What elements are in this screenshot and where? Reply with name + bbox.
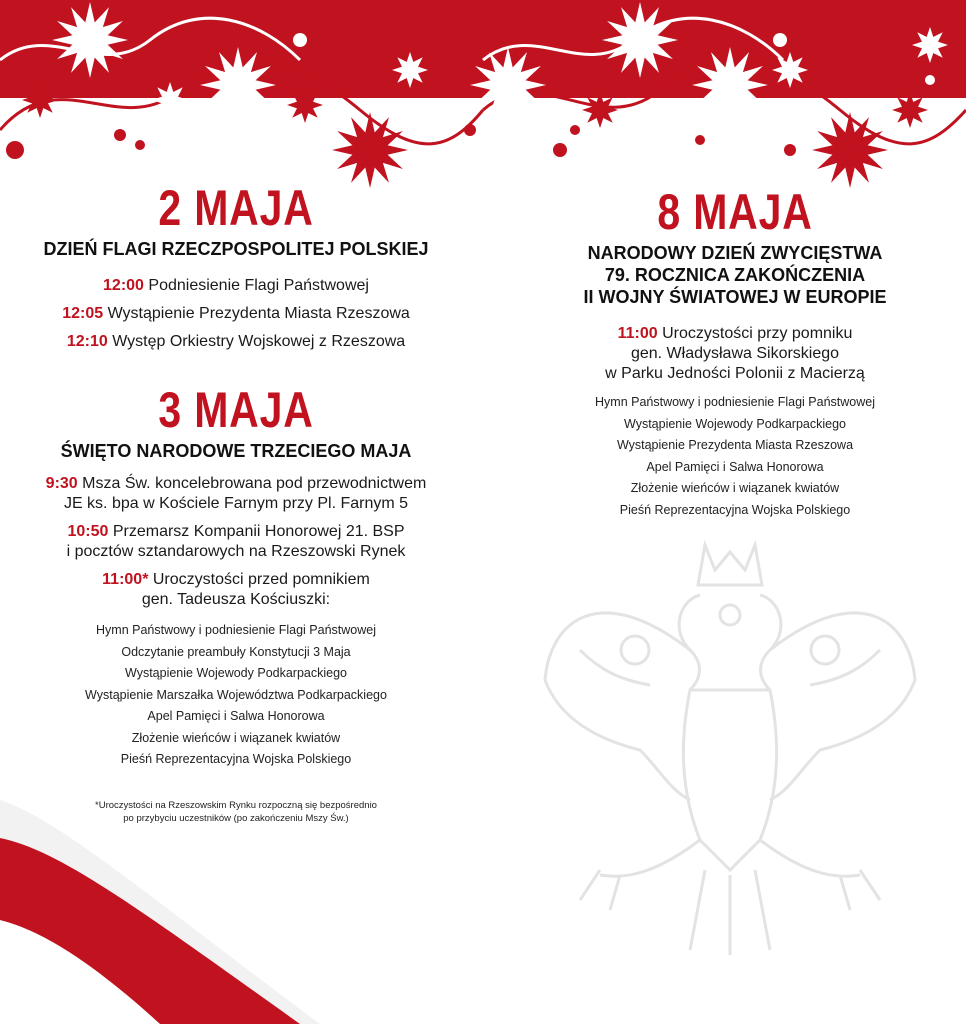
program-item: Apel Pamięci i Salwa Honorowa <box>147 709 325 723</box>
program-item: Pieśń Reprezentacyjna Wojska Polskiego <box>619 502 851 517</box>
white-eagle-emblem-icon <box>540 540 920 960</box>
event-text: Występ Orkiestry Wojskowej z Rzeszowa <box>112 333 406 350</box>
event-text-line2: JE ks. bpa w Kościele Farnym przy Pl. Farnym 5 <box>63 495 409 512</box>
event-text: Wystąpienie Prezydenta Miasta Rzeszowa <box>107 305 410 322</box>
event-text: Podniesienie Flagi Państwowej <box>148 277 369 294</box>
may-8-subtitle-line1: NARODOWY DZIEŃ ZWYCIĘSTWA <box>587 243 883 263</box>
footnote-line1: *Uroczystości na Rzeszowskim Rynku rozpoczną się bezpośrednio <box>95 799 377 811</box>
may-2-section <box>18 180 454 352</box>
may-8-subtitle-line2: 79. ROCZNICA ZAKOŃCZENIA <box>604 265 866 285</box>
event-time: 11:00 <box>617 325 658 342</box>
may-3-event <box>18 570 454 610</box>
program-item: Hymn Państwowy i podniesienie Flagi Państwowej <box>595 395 875 409</box>
may-3-event <box>18 474 454 514</box>
event-text-line1: Uroczystości przy pomniku <box>662 325 853 342</box>
footnote-line2: po przybyciu uczestników (po zakończeniu Mszy Św.) <box>123 812 349 824</box>
may-8-event <box>515 324 955 384</box>
may-3-program-list <box>18 620 454 771</box>
event-text-line2: gen. Tadeusza Kościuszki: <box>141 591 331 608</box>
may-3-section <box>18 382 454 825</box>
program-item: Złożenie wieńców i wiązanek kwiatów <box>131 730 341 745</box>
folk-floral-banner <box>0 0 966 190</box>
event-time: 12:00 <box>103 277 144 294</box>
may-2-event <box>18 332 454 352</box>
event-text-line2: gen. Władysława Sikorskiego <box>630 345 840 362</box>
may-2-date: 2 MAJA <box>158 180 314 236</box>
may-8-subtitle-line3: II WOJNY ŚWIATOWEJ W EUROPIE <box>583 287 887 307</box>
event-text-line1: Uroczystości przed pomnikiem <box>152 571 370 588</box>
event-time: 11:00* <box>102 571 149 588</box>
may-2-subtitle: DZIEŃ FLAGI RZECZPOSPOLITEJ POLSKIEJ <box>43 239 429 259</box>
event-text-line3: w Parku Jedności Polonii z Macierzą <box>605 365 865 382</box>
program-item: Złożenie wieńców i wiązanek kwiatów <box>630 481 840 495</box>
event-time: 10:50 <box>67 523 109 540</box>
may-3-subtitle: ŚWIĘTO NARODOWE TRZECIEGO MAJA <box>60 441 412 461</box>
program-item: Pieśń Reprezentacyjna Wojska Polskiego <box>120 752 352 766</box>
event-time: 12:05 <box>62 305 104 322</box>
program-item: Wystąpienie Marszałka Województwa Podkarpackiego <box>85 687 387 702</box>
may-3-date: 3 MAJA <box>158 382 314 438</box>
program-item: Hymn Państwowy i podniesienie Flagi Państwowej <box>96 623 376 637</box>
event-time: 9:30 <box>45 475 78 492</box>
right-column <box>515 180 955 521</box>
may-2-event <box>18 276 454 296</box>
left-column <box>18 180 454 825</box>
event-text-line2: i pocztów sztandarowych na Rzeszowski Rynek <box>66 543 406 560</box>
program-item: Wystąpienie Wojewody Podkarpackiego <box>624 416 846 431</box>
may-2-event <box>18 304 454 324</box>
may-8-program-list <box>515 392 955 521</box>
event-text-line1: Przemarsz Kompanii Honorowej 21. BSP <box>112 523 405 540</box>
event-time: 12:10 <box>66 333 108 350</box>
program-item: Odczytanie preambuły Konstytucji 3 Maja <box>121 644 351 659</box>
event-text-line1: Msza Św. koncelebrowana pod przewodnictwem <box>82 475 427 492</box>
may-8-date: 8 MAJA <box>657 184 813 240</box>
program-item: Wystąpienie Wojewody Podkarpackiego <box>125 666 347 680</box>
may-3-event <box>18 522 454 562</box>
program-item: Apel Pamięci i Salwa Honorowa <box>646 459 824 474</box>
program-item: Wystąpienie Prezydenta Miasta Rzeszowa <box>616 438 854 452</box>
